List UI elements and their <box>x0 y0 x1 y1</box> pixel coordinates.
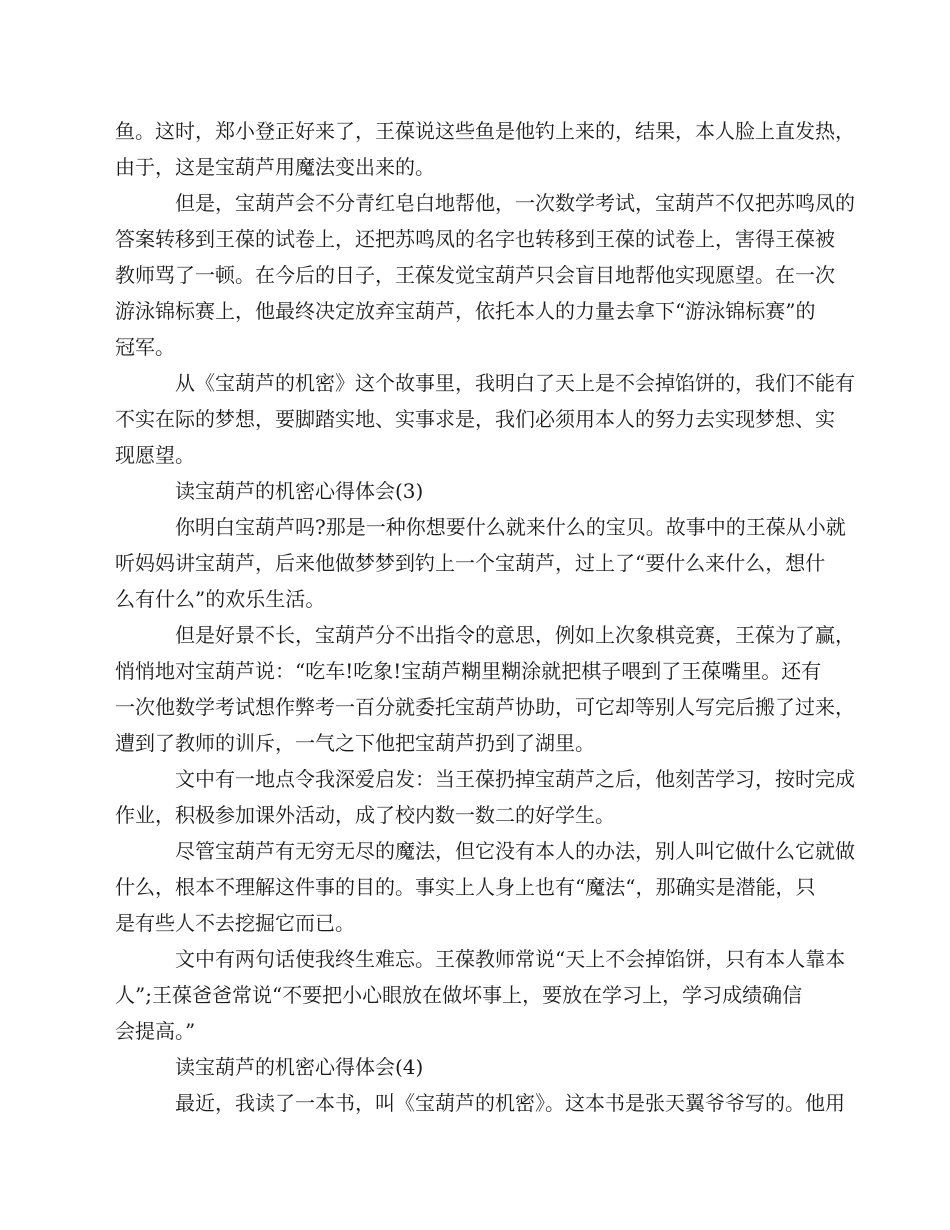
text-line: 是有些人不去挖掘它而已。 <box>115 911 355 935</box>
text-line: 么有什么”的欢乐生活。 <box>115 587 326 611</box>
text-line: 文中有两句话使我终生难忘。王葆教师常说“天上不会掉馅饼，只有本人靠本 <box>175 947 846 971</box>
text-line: 人”;王葆爸爸常说“不要把小心眼放在做坏事上，要放在学习上，学习成绩确信 <box>115 983 803 1007</box>
text-line: 由于，这是宝葫芦用魔法变出来的。 <box>115 155 435 179</box>
text-line: 游泳锦标赛上，他最终决定放弃宝葫芦，依托本人的力量去拿下“游泳锦标赛”的 <box>115 299 816 323</box>
text-line: 教师骂了一顿。在今后的日子，王葆发觉宝葫芦只会盲目地帮他实现愿望。在一次 <box>115 263 835 287</box>
text-line: 不实在际的梦想，要脚踏实地、实事求是，我们必须用本人的努力去实现梦想、实 <box>115 407 835 431</box>
text-line: 答案转移到王葆的试卷上，还把苏鸣凤的名字也转移到王葆的试卷上，害得王葆被 <box>115 227 835 251</box>
text-line: 但是好景不长，宝葫芦分不出指令的意思，例如上次象棋竞赛，王葆为了赢， <box>175 623 855 647</box>
text-line: 文中有一地点令我深爱启发：当王葆扔掉宝葫芦之后，他刻苦学习，按时完成 <box>175 767 855 791</box>
text-line: 听妈妈讲宝葫芦，后来他做梦梦到钓上一个宝葫芦，过上了“要什么来什么，想什 <box>115 551 826 575</box>
text-line: 会提高。” <box>115 1019 196 1043</box>
text-line: 鱼。这时，郑小登正好来了，王葆说这些鱼是他钓上来的，结果，本人脸上直发热， <box>115 119 855 143</box>
section-heading: 读宝葫芦的机密心得体会(3) <box>175 479 424 503</box>
text-line: 现愿望。 <box>115 443 195 467</box>
text-line: 遭到了教师的训斥，一气之下他把宝葫芦扔到了湖里。 <box>115 731 595 755</box>
text-line: 从《宝葫芦的机密》这个故事里，我明白了天上是不会掉馅饼的，我们不能有 <box>175 371 855 395</box>
text-line: 但是，宝葫芦会不分青红皂白地帮他，一次数学考试，宝葫芦不仅把苏鸣凤的 <box>175 191 855 215</box>
text-line: 悄悄地对宝葫芦说：“吃车!吃象!宝葫芦糊里糊涂就把棋子喂到了王葆嘴里。还有 <box>115 659 822 683</box>
text-line: 什么，根本不理解这件事的目的。事实上人身上也有“魔法“，那确实是潜能，只 <box>115 875 816 899</box>
text-line: 尽管宝葫芦有无穷无尽的魔法，但它没有本人的办法，别人叫它做什么它就做 <box>175 839 855 863</box>
text-line: 一次他数学考试想作弊考一百分就委托宝葫芦协助，可它却等别人写完后搬了过来， <box>115 695 855 719</box>
text-line: 作业，积极参加课外活动，成了校内数一数二的好学生。 <box>115 803 615 827</box>
text-line: 你明白宝葫芦吗?那是一种你想要什么就来什么的宝贝。故事中的王葆从小就 <box>175 515 846 539</box>
text-line: 最近，我读了一本书，叫《宝葫芦的机密》。这本书是张天翼爷爷写的。他用 <box>175 1091 845 1115</box>
section-heading: 读宝葫芦的机密心得体会(4) <box>175 1055 424 1079</box>
text-line: 冠军。 <box>115 335 175 359</box>
